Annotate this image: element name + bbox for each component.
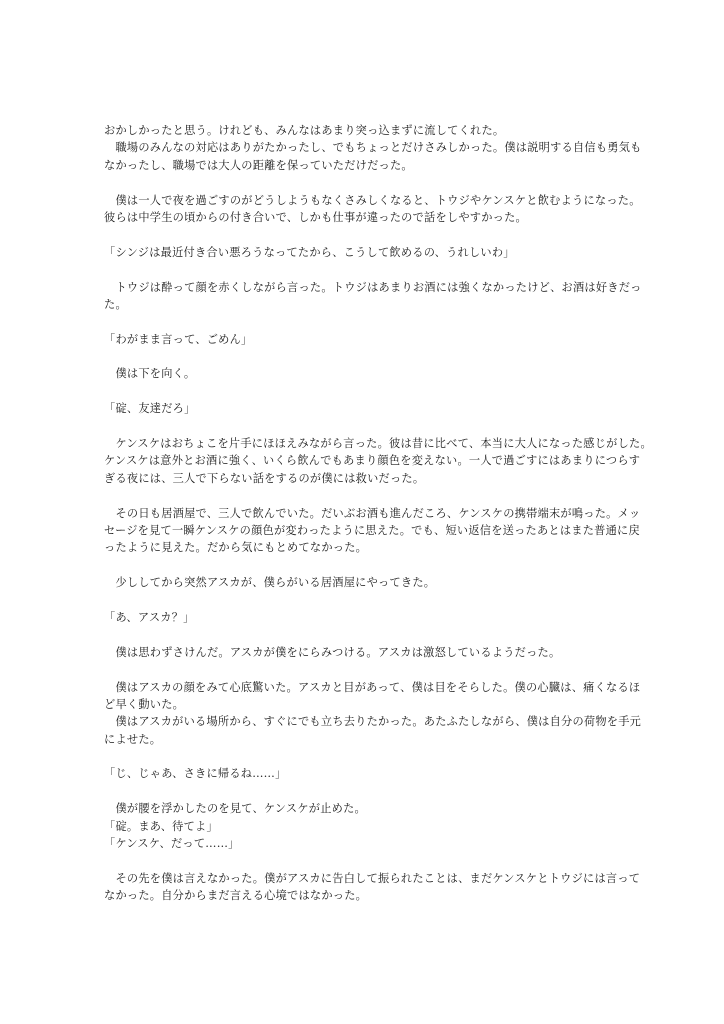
text-line: ど早く動いた。	[104, 697, 185, 711]
paragraph	[104, 435, 652, 487]
text-line: なかった。自分からまだ言える心境ではなかった。	[104, 889, 368, 903]
paragraph	[104, 122, 642, 174]
text-line: ったように見えた。だから気にもとめてなかった。	[104, 541, 368, 555]
paragraph-gap	[104, 852, 626, 869]
text-line: 職場のみんなの対応はありがたかったし、でもちょっとだけさみしかった。僕は説明する自信も勇気も	[104, 141, 642, 155]
paragraph-gap	[104, 261, 626, 278]
paragraph-gap	[104, 226, 626, 243]
paragraph	[104, 331, 626, 348]
paragraph-gap	[104, 626, 626, 643]
paragraph-gap	[104, 487, 626, 504]
paragraph	[104, 244, 626, 261]
paragraph	[104, 765, 626, 782]
text-line: 「じ、じゃあ、さきに帰るね……」	[104, 767, 287, 781]
text-line: 「ケンスケ、だって……」	[104, 837, 240, 851]
text-line: 「シンジは最近付き合い悪ろうなってたから、こうして飲めるの、うれしいわ」	[104, 245, 515, 259]
paragraph	[104, 609, 626, 626]
text-line: ぎる夜には、三人で下らない話をするのが僕には救いだった。	[104, 471, 425, 485]
paragraph	[104, 279, 642, 314]
paragraph-gap	[104, 557, 626, 574]
text-line: トウジは酔って顔を赤くしながら言った。トウジはあまりお酒には強くなかったけど、お酒は好きだっ	[104, 280, 642, 294]
paragraph-gap	[104, 418, 626, 435]
text-line: 僕はアスカがいる場所から、すぐにでも立ち去りたかった。あたふたしながら、僕は自分の荷物を手元	[104, 715, 642, 729]
paragraph	[104, 870, 641, 905]
paragraph-gap	[104, 313, 626, 330]
paragraph	[104, 574, 626, 591]
document-page	[104, 122, 652, 905]
text-line: 僕は一人で夜を過ごすのがどうしようもなくさみしくなると、トウジやケンスケと飲むようになった。	[104, 193, 641, 207]
text-line: 「あ、アスカ？」	[104, 610, 195, 624]
text-line: おかしかったと思う。けれども、みんなはあまり突っ込まずに流してくれた。	[104, 124, 505, 137]
paragraph	[104, 800, 626, 852]
text-line: 「碇。まあ、待てよ」	[104, 819, 218, 833]
paragraph-gap	[104, 783, 626, 800]
paragraph-gap	[104, 661, 626, 678]
text-line: セージを見て一瞬ケンスケの顔色が変わったように思えた。でも、短い返信を送ったあとはまた普通に戻	[104, 523, 640, 537]
paragraph	[104, 644, 626, 661]
paragraph-gap	[104, 174, 626, 191]
text-line: 「わがまま言って、ごめん」	[104, 332, 253, 346]
paragraph	[104, 192, 641, 227]
paragraph	[104, 679, 642, 749]
paragraph-gap	[104, 748, 626, 765]
text-line: 僕は思わずさけんだ。アスカが僕をにらみつける。アスカは激怒しているようだった。	[104, 645, 561, 659]
text-line: た。	[104, 297, 127, 311]
text-line: 僕が腰を浮かしたのを見て、ケンスケが止めた。	[104, 802, 366, 816]
text-line: ケンスケは意外とお酒に強く、いくら飲んでもあまり顔色を変えない。一人で過ごすにはあまりにつらす	[104, 454, 641, 468]
text-line: によせた。	[104, 732, 162, 746]
text-line: 僕は下を向く。	[104, 367, 196, 381]
paragraph	[104, 505, 641, 557]
text-line: 「碇、友達だろ」	[104, 402, 196, 416]
text-line: 彼らは中学生の頃からの付き合いで、しかも仕事が違ったので話をしやすかった。	[104, 210, 527, 224]
text-line: ケンスケはおちょこを片手にほほえみながら言った。彼は昔に比べて、本当に大人になった感じがした。	[104, 437, 652, 451]
text-line: その日も居酒屋で、三人で飲んでいた。だいぶお酒も進んだころ、ケンスケの携帯端末が鳴った。メッ	[104, 506, 641, 520]
paragraph-gap	[104, 348, 626, 365]
text-line: 僕はアスカの顔をみて心底驚いた。アスカと目があって、僕は目をそらした。僕の心臓は、痛くなるほ	[104, 680, 641, 694]
text-line: 少ししてから突然アスカが、僕らがいる居酒屋にやってきた。	[104, 576, 436, 590]
text-line: その先を僕は言えなかった。僕がアスカに告白して振られたことは、まだケンスケとトウジには言って	[104, 871, 641, 885]
paragraph	[104, 400, 626, 417]
text-line: なかったし、職場では大人の距離を保っていただけだった。	[104, 158, 413, 172]
paragraph-gap	[104, 383, 626, 400]
paragraph-gap	[104, 592, 626, 609]
paragraph	[104, 365, 626, 382]
